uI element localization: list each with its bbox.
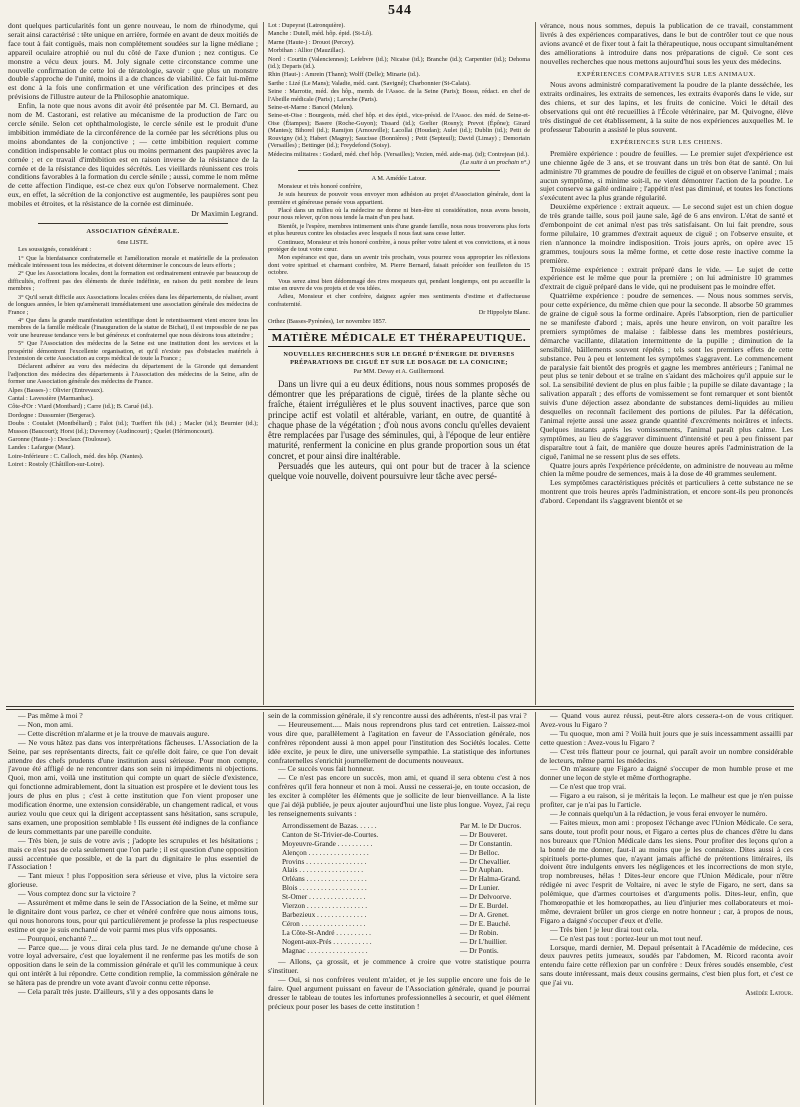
table-cell: Alençon . . . . . . . . . . . . . . . . . xyxy=(282,847,369,857)
divider xyxy=(298,170,500,171)
table-cell: — Dr L'huillier. xyxy=(460,936,507,946)
letter-signature: Dr Hippolyte Blanc. xyxy=(478,309,530,317)
dialogue-line: — Pourquoi, enchanté ?... xyxy=(18,933,98,943)
feuilleton-rule xyxy=(6,706,794,707)
table-cell: La Côte-St-André . . . . . . . . . . xyxy=(282,927,371,937)
paragraph: dont quelques particularités font un genre nouveau, le nom de rhinodyme, qui serait ainsi caractérisé : tête unique en arrière, formée en avant de deux moitiés de face tout à fait contiguës, mais non complétement soudées sur la ligne médiane ; appareil oculaire atrophié ou nul du côté de l'axe d'union ; nez contigus. Ce monstre a vécu deux jours. M. Joly signale cette circonstance comme une nouvelle confirmation de cette loi de tératologie, savoir : que plus un monstre double s'approche de l'unité, moins il a de chances de viabilité. Ce fait lui-même est donc à la fois une confirmation et une vérification des principes et des prévisions de l'illustre auteur de la Philosophie anatomique. xyxy=(8,22,258,102)
dialogue-line: — Non, mon ami. xyxy=(18,719,74,729)
subsection-heading: EXPÉRIENCES COMPARATIVES SUR LES ANIMAUX. xyxy=(577,70,756,78)
table-cell: — Dr Robin. xyxy=(460,927,499,937)
table-cell: — Dr Bouveret. xyxy=(460,829,508,839)
society-table xyxy=(282,822,530,956)
dialogue-line: — Assurément et même dans le sein de l'Association de la Seine, et même sur le dignitaire dont vous parlez, ce cher et vénéré confrère que nous aimons tous, qui nous honorons tous, pour qui particulièrement je professe la plus respectueuse estime et que je suis enchanté de voir parmi mes plus vifs opposants. xyxy=(8,898,258,934)
table-cell: — Dr E. Bauché. xyxy=(460,918,511,928)
dialogue-line: — Quand vous aurez réussi, peut-être alors cessera-t-on de vous critiquer. Avez-vous lu Figaro ? xyxy=(540,712,793,729)
dialogue-line: — Oui, si nos confrères veulent m'aider, et je les supplie encore une fois de le faire. Quel argument puissant en faveur de l'Association générale, quand je pourrai dresser le tableau de toutes les infortunes professionnelles à secourir, et quel élément précieux pour poser les bases de cette institution ! xyxy=(268,975,530,1011)
dialogue-line: — Ce n'est pas encore un succès, mon ami, et quand il sera obtenu c'est à nos confrères qu'il fera honneur et non à moi. Aussi ne cesserai-je, en toute occasion, de les exciter à compléter les éléments que je sollicite de leur bienveillance. A la liste que j'ai déjà publiée, je peux ajouter aujourd'hui une liste plus longue. Voyez, j'ai reçu les renseignements suivants : xyxy=(268,773,530,818)
department-entry: Cantal : Lavessière (Marmanhac). xyxy=(8,394,94,402)
column-2 xyxy=(268,22,530,705)
table-cell: Alais . . . . . . . . . . . . . . . . . . xyxy=(282,865,364,875)
paragraph: Enfin, la note que nous avons dit avoir été présentée par M. Cl. Bernard, au nom de M. Castorani, est relative au mécanisme de la production de l'arc ou cercle sénile. Selon cet ophthalmologiste, le cercle sénile est le produit d'une imbibition immédiate de la circonférence de la cornée par les sécrétions plus ou moins abondantes de la conjonctive ; — cette imbibition requiert comme condition indispensable le contact plus ou moins permanent des paupières avec la cornée ; et ce travail d'imbibition est en raison inverse de la résistance de la cornée et de la résistance des liquides sécrétés. Les vieillards réunissent ces trois conditions favorables à la formation du cercle sénile ; aussi, comme le nom même de cette affection l'indique, est-ce chez eux qu'on l'observe normalement. Chez eux, en effet, la sécrétion de la conjonctive est augmentée, les paupières sont peu mobiles et étroites, et la résistance de la cornée est diminuée. xyxy=(8,101,258,209)
table-cell: — Dr Constantin. xyxy=(460,838,513,848)
dialogue-line: Lorsque, mardi dernier, M. Depaul présentait à l'Académie de médecine, ces deux pauvres petits jumeaux, soudés par l'abdomen, M. Ricord raconta avoir entendu faire cette réflexion par un confrère : Deux frères soudés ensemble, c'est sans doute intéressant, mais deux cousins germains, c'est bien plus fort, et c'est ce que j'ai vu. xyxy=(540,942,793,988)
column-divider xyxy=(535,712,536,1105)
section-heading: ASSOCIATION GÉNÉRALE. xyxy=(86,227,180,235)
department-entry: Morbihan : Allior (Mauzillac). xyxy=(268,47,345,55)
table-cell: — Dr E. Burdel. xyxy=(460,901,509,911)
feuilleton-column-1 xyxy=(8,712,258,1105)
dialogue-line: — Tant mieux ! plus l'opposition sera sérieuse et vive, plus la victoire sera glorieuse. xyxy=(8,871,258,890)
paragraph: Je suis heureux de pouvoir vous envoyer mon adhésion au projet d'Association générale, dont la première et généreuse pensée vous appartient. xyxy=(268,191,530,206)
paragraph: Quatre jours après l'expérience précédente, on administre de nouveau au même chien la même poudre de semences, mais à la dose de 40 grammes seulement. xyxy=(540,460,793,479)
department-entry: Seine : Marrotte, méd. des hôp., memb. de l'Assoc. de la Seine (Paris); Bossu, rédact. en chef de l'Abeille médicale (Paris) ; Laroche (Paris). xyxy=(268,88,530,103)
paragraph: Placé dans un milieu où la médecine ne donne ni bien-être ni considération, nous avons besoin, pour nous relever, qu'on nous tende la main d'un peu haut. xyxy=(268,206,530,222)
table-cell: Canton de St-Trivier-de-Courtes. xyxy=(282,829,379,839)
list-item: 3° Qu'il serait difficile aux Associations locales créées dans les départements, de réaliser, avant de longues années, le bien qu'amènerait immédiatement une association générale des médecins de France ; xyxy=(8,293,258,316)
table-cell: — Dr Chevallier. xyxy=(460,856,511,866)
paragraph: Quatrième expérience : poudre de semences. — Nous nous sommes servis, pour cette expérience, du même chien que pour la seconde. Il absorbe 50 grammes de graine de ciguë sous la forme ordinaire. Après l'absorption, rien de particulier ne se manifeste d'abord ; mais, après une heure environ, on voit paraître les premiers symptômes de malaise : faiblesse dans les membres postérieurs, démarche vacillante, dilatation intermittente de la pupille ; diminution de la sensibilité, bâillements souvent répétés ; tels sont les premiers effets de cette substance. Peu à peu et lentement les symptômes s'aggravent. Le commencement de paralysie fait bientôt des progrès et gagne les membres antérieurs ; l'animal ne peut plus se tenir debout et se traîne en s'aidant des mâchoires qu'il appuie sur le sol. La sensibilité devient de plus en plus faible ; la pupille se dilate davantage ; la salivation apparaît ; des efforts de vomissement se font remarquer et sont bientôt suivis d'une déjection assez abondante de substances demi-liquides au milieu desquelles on reconnaît facilement des portions de pilules. Par la défécation, l'animal rejette aussi une assez grande quantité d'excréments noirâtres et infects. Quelques instants après les vomissements, l'animal paraît plus calme. Les symptômes, au lieu de s'aggraver diminuent d'intensité et peu à peu finissent par disparaître tout à fait, de manière que douze heures après l'administration de la ciguë, l'animal ne se ressent plus de ses effets. xyxy=(540,291,793,461)
paragraph: Deuxième expérience : extrait aqueux. — Le second sujet est un chien dogue de très grande taille, sous poil jaune sale, âgé de 6 ans environ. L'état de santé et d'embonpoint de cet animal n'est pas très satisfaisant. On lui fait prendre, sous forme pilulaire, 10 grammes d'extrait aqueux de ciguë ; on l'observe ensuite, et rien n'annonce la moindre indisposition. Trois jours après, on opère avec 15 grammes, toujours sous la même forme, et cette dose reste inactive comme la première. xyxy=(540,202,793,265)
department-entry: Doubs : Coutalet (Montbéliard) ; Falot (id.); Tueffert fils (id.) ; Macler (id.); Beurnier (id.); Musson (Baucourt); Horst (id.); Duvernoy (Audincourt) ; Quelet (Hérimoncourt). xyxy=(8,420,258,435)
author-signature: Dr Maximin Legrand. xyxy=(191,209,258,219)
department-entry: Garonne (Haute-) : Desclaux (Toulouse). xyxy=(8,436,112,443)
article-body xyxy=(268,379,530,482)
table-cell: Barbezieux . . . . . . . . . . . . . . xyxy=(282,909,367,919)
department-entry: Côte-d'Or : Viard (Montbard) ; Carre (id.); B. Carué (id.). xyxy=(8,403,153,411)
list-item: 4° Que dans la grande manifestation scientifique dont le retentissement vient encore tous les membres de la famille médicale (l'inauguration de la statue de Bichat), il est impossible de ne pas voir une heureuse tendance vers le but généreux et confraternel que nous désirons tous atteindre ; xyxy=(8,316,258,339)
table-cell: — Dr Halma-Grand. xyxy=(460,874,521,884)
dialogue-line: — Je connais quelqu'un à la rédaction, je vous ferai envoyer le numéro. xyxy=(550,808,768,818)
section-title: MATIÈRE MÉDICALE ET THÉRAPEUTIQUE. xyxy=(268,329,530,347)
paragraph: Dans un livre qui a eu deux éditions, nous nous sommes proposés de démontrer que les préparations de ciguë, tirées de la plante sèche ou fraîche, étaient irrégulières et le plus souvent inactives, parce que son principe actif est volatil et altérable, variant, en outre, de quantité à chaque phase de la végétation ; d'où nous avons conclu qu'elles devaient être remplacées par l'usage des séminules, qui, à l'époque de leur entière maturité, renferment la conicine en plus grande proportion sous un état concret, et pour ainsi dire inaltérable. xyxy=(268,378,530,461)
paragraph: Vous serez ainsi bien dédommagé des rires moqueurs qui, pendant longtemps, ont pu accueillir la mise en œuvre de vos projets et de vos idées. xyxy=(268,277,530,292)
list-number: 6me LISTE. xyxy=(117,238,149,246)
paragraph: Bientôt, je l'espère, membres intimement unis d'une grande famille, nous nous trouverons plus forts et plus heureux contre les obstacles avec lesquels il nous faut sans cesse lutter. xyxy=(268,222,530,238)
column-divider xyxy=(263,712,264,1105)
divider xyxy=(38,223,228,224)
paragraph: Troisième expérience : extrait préparé dans le vide. — Le sujet de cette expérience est le même que pour la première ; on lui administre 10 grammes d'extrait de ciguë préparé dans le vide, qui ne produisent pas le moindre effet. xyxy=(540,264,793,292)
paragraph: Mon espérance est que, dans un avenir très prochain, vous pourrez vous approprier les réflexions dont votre spirituel et charmant confrère, M. Pierre Bernard, faisait précéder son feuilleton du 15 octobre. xyxy=(268,254,530,277)
feuilleton-signature: Amédée Latour. xyxy=(745,988,793,998)
department-entry: Nord : Courtin (Valenciennes); Lefebvre (id.); Nicaise (id.); Branche (id.); Carpentier (id.); Dehoma (id.); Deparis (id.). xyxy=(268,55,530,71)
article-authors: Par MM. Devay et A. Guilliermond. xyxy=(353,368,445,376)
paragraph: Monsieur et très honoré confrère, xyxy=(278,182,363,190)
table-cell: — Dr Delvoorve. xyxy=(460,892,512,902)
letter-body xyxy=(268,183,530,325)
dialogue-line: — Parce que..... je vous dirai cela plus tard. Je ne demande qu'une chose à votre loyal adversaire, c'est que loyalement il ne renferme pas les motifs de son opposition dans le sein de la commission générale et qu'il les communique à ceux qui ont intérêt à lui répondre. Cette condition remplie, la commission générale ne se hâtera pas de prendre un vote avant d'avoir connu cette réponse. xyxy=(8,942,258,988)
table-cell: — Dr Belloc. xyxy=(460,847,500,857)
feuilleton-column-2 xyxy=(268,712,530,1105)
department-entry: Lot : Dupeyrat (Latronquière). xyxy=(268,22,345,29)
table-cell: Moyeuvre-Grande . . . . . . . . . . xyxy=(282,838,373,848)
dialogue-line: — Faites mieux, mon ami : proposez l'échange avec l'Union Médicale. Ce sera, sans doute, tout profit pour nous, et Figaro a certes plus de chances d'être lu dans nos bureaux que l'Union Médicale dans les siens. Pour profiter des leçons qu'on a la bonté de me donner, faut-il au moins que je les connaisse. Dites aussi à ces spirituels porte-plumes que, n'ayant jamais affiché de prétentions littéraires, ils doivent être indulgents envers les négligences et les incorrections de mon style, trop nombreuses, hélas ! Dites-leur encore que l'Union Médicale, pour n'être rédigée ni avec l'esprit de Voltaire, ni avec le style de Figaro, ne sert, dans sa polémique, que d'armes courtoises et d'arguments polis. Dites-leur, enfin, que l'homœopathie et les homœopathes, au lieu d'injurier mes collaborateurs et moi-même, devraient brûler un gros cierge en notre honneur ; car, à propos de nous, Figaro a daigné s'occuper d'eux et d'elle. xyxy=(540,817,793,925)
dialogue-line: — Très bien ! je leur dirai tout cela. xyxy=(550,924,659,934)
department-entry: Rhin (Haut-) : Amrein (Thann); Wolff (Delle); Minarie (id.). xyxy=(268,71,421,79)
dialogue-line: — Ce n'est pas tout : portez-leur un mot tout neuf. xyxy=(550,933,703,943)
dialogue-line: — Heureusement..... Mais nous reprendrons plus tard cet entretien. Laissez-moi vous dire que, parallèlement à l'agitation en faveur de l'Association générale, nos confrères répondent aussi à mon appel pour l'institution des Sociétés locales. Cette idée excite, je peux le dire, une universelle sympathie. La statistique des infortunes confraternelles s'enrichit journellement de documents nouveaux. xyxy=(268,719,530,765)
dialogue-line: — On m'assure que Figaro a daigné s'occuper de mon humble prose et me donner une leçon de style et même d'orthographe. xyxy=(540,764,793,783)
column-1 xyxy=(8,22,258,705)
dialogue-line: — Cela paraît très juste. D'ailleurs, s'il y a des opposants dans le xyxy=(18,987,214,997)
dialogue-line: — Pas même à moi ? xyxy=(18,712,83,720)
department-entry: Manche : Dutell, méd. hôp. épid. (St-Lô). xyxy=(268,30,373,38)
paragraph: Les symptômes caractéristiques précités et particuliers à cette substance ne se montrent que trois heures après l'administration, et encore sont-ils peu prononcés d'abord. Cependant ils s'aggravent bientôt et se xyxy=(540,478,793,506)
department-entry: Marne (Haute-) : Drouot (Percey). xyxy=(268,38,355,46)
table-cell: — Dr Lunier. xyxy=(460,883,500,893)
table-cell: Arrondissement de Bazas. . . . . . xyxy=(282,820,377,830)
paragraph: Continuez, Monsieur et très honoré confrère, à nous prêter votre talent et vos convictions, et à nous protéger de tout votre cœur. xyxy=(268,238,530,253)
table-cell: Par M. le Dr Ducros. xyxy=(460,820,522,830)
department-entry: Loire-Inférieure : C. Calloch, méd. des hôp. (Nantes). xyxy=(8,452,144,460)
association-text xyxy=(8,246,258,468)
department-entry: Sarthe : Lizé (Le Mans); Valadie, méd. cant. (Savigné); Charbonnier (St-Calais). xyxy=(268,79,471,87)
column-divider xyxy=(535,22,536,705)
department-entry: Seine-et-Marne : Bancel (Melun). xyxy=(268,104,354,112)
department-entry: Dordogne : Dussumier (Bergerac). xyxy=(8,411,96,419)
dialogue-line: — Figaro a eu raison, si je méritais la leçon. Le malheur est que je n'en puisse profiter, car je n'ai pas lu l'article. xyxy=(540,791,793,810)
dialogue-line: — Très bien, je suis de votre avis ; j'adopte les scrupules et les hésitations ; mais ce n'est pas de cela seulement que l'on parle ; il est question d'une opposition aussi accentuée que possible, et de la part du dignitaire le plus essentiel de l'Association ! xyxy=(8,835,258,872)
dialogue-line: — Ce succès vous fait honneur. xyxy=(278,764,375,774)
dialogue-line: — Vous comptez donc sur la victoire ? xyxy=(18,889,136,899)
paragraph: vérance, nous nous sommes, depuis la publication de ce travail, constamment livrés à des expériences comparatives, dans le but de contrôler tout ce que nous avions avancé et de fixer tout à fait la thérapeutique, nous occupant simultanément des améliorations à introduire dans nos préparations de ciguë. Ce sont ces nouvelles recherches que nous mettons aujourd'hui sous les yeux des médecins. xyxy=(540,22,793,66)
feuilleton-rule-thin xyxy=(6,709,794,710)
letter-title: A M. Amédée Latour. xyxy=(371,175,427,183)
department-entry: Alpes (Basses-) : Olivier (Entrevaux). xyxy=(8,386,104,394)
dialogue-line: sein de la commission générale, il s'y rencontre aussi des adhérents, n'est-il pas vrai ? xyxy=(268,712,527,720)
paragraph: Persuadés que les auteurs, qui ont pour but de tracer à la science quelque voie nouvelle, doivent poursuivre leur tâche avec persé- xyxy=(268,461,530,482)
list-item: 5° Que l'Association des médecins de la Seine est une institution dont les services et la prospérité démontrent l'excellente organisation, et qu'il n'existe pas d'obstacles matériels à l'extension de cette Association au corps médical de toute la France ; xyxy=(8,340,258,362)
table-cell: Vierzon . . . . . . . . . . . . . . . . . xyxy=(282,901,368,911)
dialogue-line: — C'est très flatteur pour ce journal, qui paraît avoir un nombre considérable de lecteurs, même parmi les médecins. xyxy=(540,746,793,765)
table-cell: Orléans . . . . . . . . . . . . . . . . . xyxy=(282,874,367,884)
list-item: Déclarent adhérer au vœu des médecins du département de la Gironde qui demandent l'adjonction des médecins des départements à l'Association des médecins de la Seine, afin de former une Association générale des médecins de France. xyxy=(8,363,258,386)
list-item: 2° Que les Associations locales, dont la formation est ordinairement entravée par beaucoup de difficultés, n'offrent pas des éléments de durée indéfinie, en raison du petit nombre de leurs membres ; xyxy=(8,270,258,293)
dialogue-line: — Allons, ça grossit, et je commence à croire que votre statistique pourra s'instituer. xyxy=(268,957,530,976)
department-entry: Médecins militaires : Godard, méd. chef hôp. (Versailles); Vezien, méd. aide-maj. (id); Contrejean (id.). xyxy=(268,150,529,158)
article-title: NOUVELLES RECHERCHES SUR LE DEGRÉ D'ÉNERGIE DE DIVERSES PRÉPARATIONS DE CIGUË ET SUR LE DOSAGE DE LA CONICINE; xyxy=(283,351,515,366)
table-cell: Provins . . . . . . . . . . . . . . . . . xyxy=(282,856,367,866)
table-cell: Blois . . . . . . . . . . . . . . . . . . . xyxy=(282,883,367,893)
table-cell: Nogent-aux-Prés . . . . . . . . . . . xyxy=(282,936,372,946)
table-cell: — Dr Pontis. xyxy=(460,945,499,955)
dialogue-line: — Ce n'est que trop vrai. xyxy=(550,782,627,792)
column-3 xyxy=(540,22,793,705)
table-cell: — Dr A. Grenet. xyxy=(460,909,509,919)
table-cell: St-Omer . . . . . . . . . . . . . . . . xyxy=(282,892,366,902)
page-number: 544 xyxy=(388,3,412,18)
department-entry: Loiret : Rostoly (Châtillon-sur-Loire). xyxy=(8,461,105,469)
table-row xyxy=(282,947,530,956)
paragraph: Nous avons administré comparativement la poudre de la plante desséchée, les extraits ordinaires, les extraits de semences, les extraits évaporés dans le vide, sur des chiens, et sur des lapins, et les fruits de conicine. Voici le détail des observations qui ont été recueillies à l'École vétérinaire, par M. Quivogne, élève très distingué de cet établissement, à la suite de nos expériences auxquelles M. le professeur Tabourin a assisté le plus souvent. xyxy=(540,80,793,134)
table-cell: Céron . . . . . . . . . . . . . . . . . . xyxy=(282,918,366,928)
column-divider xyxy=(263,22,264,705)
subsection-heading: EXPÉRIENCES SUR LES CHIENS. xyxy=(610,138,723,146)
paragraph: Les soussignés, considérant : xyxy=(18,246,92,254)
dialogue-line: — Cette discrétion m'alarme et je la trouve de mauvais augure. xyxy=(18,728,210,738)
list-item: 1° Que la bienfaisance confraternelle et l'amélioration morale et matérielle de la profession médicale intéressent tous les médecins, et doivent déterminer le concours de leurs efforts ; xyxy=(8,254,258,270)
feuilleton-column-3 xyxy=(540,712,793,1105)
dialogue-line: — Ne vous hâtez pas dans vos interprétations fâcheuses. L'Association de la Seine, par ses représentants directs, fait ce qu'elle doit faire, ce que l'on devait attendre des chefs prudents d'une institution aussi sérieuse. Pour mon compte, j'avoue été affligé de ne rencontrer dans son sein ni impédiments ni objections. Quoi, mon ami, voilà une institution qui compte un quart de siècle d'existence, qui fonctionne admirablement, dont la situation est prospère et le devient tous les jours de plus en plus ; c'est à cette institution que l'on vient proposer une modification énorme, une extension considérable, un changement radical, et vous auriez voulu que ceux qui la dirigent acceptassent sans hésitation, sans scrupule, sans examen, une proposition semblable ! Ils eussent été indignes de la confiance de leurs commettants par une pareille conduite. xyxy=(8,737,258,836)
department-entry: Landes : Lafargue (Maur). xyxy=(8,444,75,452)
table-cell: — Dr Auphan. xyxy=(460,865,504,875)
department-list xyxy=(268,22,530,166)
paragraph: Adieu, Monsieur et cher confrère, daignez agréer mes sentiments d'estime et d'affectueuse confraternité. xyxy=(268,293,530,308)
letter-date: Orthez (Basses-Pyrénées), 1er novembre 1857. xyxy=(268,317,387,325)
continued-note: (La suite à un prochain n°.) xyxy=(460,158,530,166)
department-entry: Seine-et-Oise : Bourgeois, méd. chef hôp. et des épid., vice-présid. de l'Assoc. des méd. de Seine-et-Oise (Étampes); Basere (Roche-Guyon); Tissard (id.); Gorlier (Rosny); Prevot (Épône); Girard (Mantes); Bihorel (id.); Ramijon (Arnouville); Lacollai (Houdan); Aulet (id.); Dublin (id.); Petit de Rouvigny (id.); Habert (Magny); Saucisse (Bonnières) ; Petit (Septeuil); David (Limay) ; Demortain (Versailles) ; Bettinger (id.); Freydefond (Soisy). xyxy=(268,112,530,150)
table-cell: Magnac . . . . . . . . . . . . . . . . . xyxy=(282,945,368,955)
dialogue-line: — Tu quoque, mon ami ? Voilà huit jours que je suis incessamment assailli par cette question : Avez-vous lu Figaro ? xyxy=(540,728,793,747)
paragraph: Première expérience : poudre de feuilles. — Le premier sujet d'expérience est une chienne âgée de 3 ans, et se trouvant dans un très bon état de santé. On lui administre 70 grammes de poudre de feuilles de ciguë et on observe l'animal ; mais aucun symptôme, si minime soit-il, ne vient démontrer l'action de la poudre. Le sujet conserve sa gaîté ordinaire ; l'appétit n'est pas diminué, et toutes les fonctions s'exécutent avec la plus grande régularité. xyxy=(540,148,793,203)
